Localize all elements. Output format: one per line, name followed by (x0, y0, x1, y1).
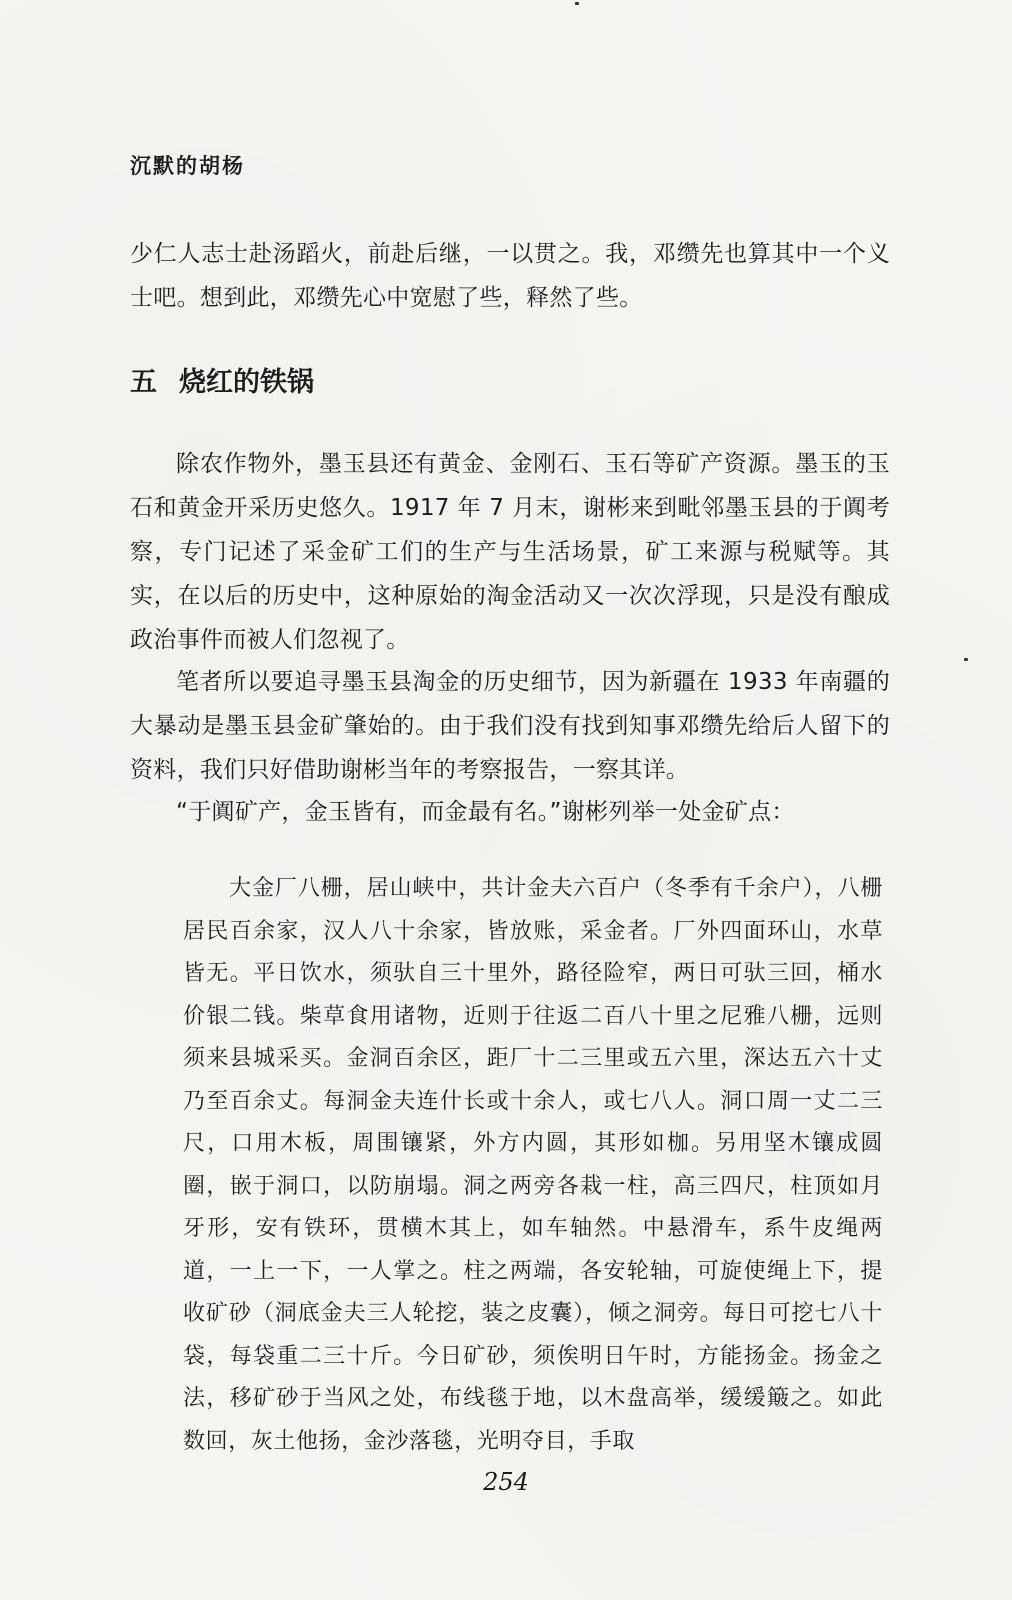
paragraph-continuation: 少仁人志士赴汤蹈火，前赴后继，一以贯之。我，邓缵先也算其中一个义士吧。想到此，邓缵先心中宽慰了些，释然了些。 (130, 241, 890, 311)
paragraph-3: “于阗矿产，金玉皆有，而金最有名。”谢彬列举一处金矿点： (176, 799, 795, 825)
block-quote: 大金厂八栅，居山峡中，共计金夫六百户（冬季有千余户），八栅居民百余家，汉人八十余家，皆放账，采金者。厂外四面环山，水草皆无。平日饮水，须驮自三十里外，路径险窄，两日可驮三回，桶水价银二钱。柴草食用诸物，近则于往返二百八十里之尼雅八栅，远则须来县城采买。金洞百余区，距厂十二三里或五六里，深达五六十丈乃至百余丈。每洞金夫连什长或十余人，或七八人。洞口周一丈二三尺，口用木板，周围镶紧，外方内圆，其形如枷。另用坚木镶成圆圈，嵌于洞口，以防崩塌。洞之两旁各栽一柱，高三四尺，柱顶如月牙形，安有铁环，贯横木其上，如车轴然。中悬滑车，系牛皮绳两道，一上一下，一人掌之。柱之两端，各安轮轴，可旋使绳上下，提收矿砂（洞底金夫三人轮挖，装之皮囊），倾之洞旁。每日可挖七八十袋，每袋重二三十斤。今日矿砂，须俟明日午时，方能扬金。扬金之法，移矿砂于当风之处，布线毯于地，以木盘高举，缓缓簸之。如此数回，灰土他扬，金沙落毯，光明夺目，手取 (183, 876, 883, 1454)
section-number: 五 (130, 367, 157, 398)
scan-speck (964, 658, 968, 661)
section-heading (130, 360, 314, 399)
paragraph-2: 笔者所以要追寻墨玉县淘金的历史细节，因为新疆在 1933 年南疆的大暴动是墨玉县金矿肇始的。由于我们没有找到知事邓缵先给后人留下的资料，我们只好借助谢彬当年的考察报告，一察其详。 (130, 669, 890, 783)
section-title: 烧红的铁锅 (179, 367, 314, 398)
paragraph-1: 除农作物外，墨玉县还有黄金、金刚石、玉石等矿产资源。墨玉的玉石和黄金开采历史悠久。1917 年 7 月末，谢彬来到毗邻墨玉县的于阗考察，专门记述了采金矿工们的生产与生活场景，矿工来源与税赋等。其实，在以后的历史中，这种原始的淘金活动又一次次浮现，只是没有酿成政治事件而被人们忽视了。 (130, 451, 890, 653)
running-header-book-title: 沉默的胡杨 (130, 153, 245, 178)
page-number: 254 (483, 1468, 529, 1496)
scan-speck (575, 2, 579, 5)
